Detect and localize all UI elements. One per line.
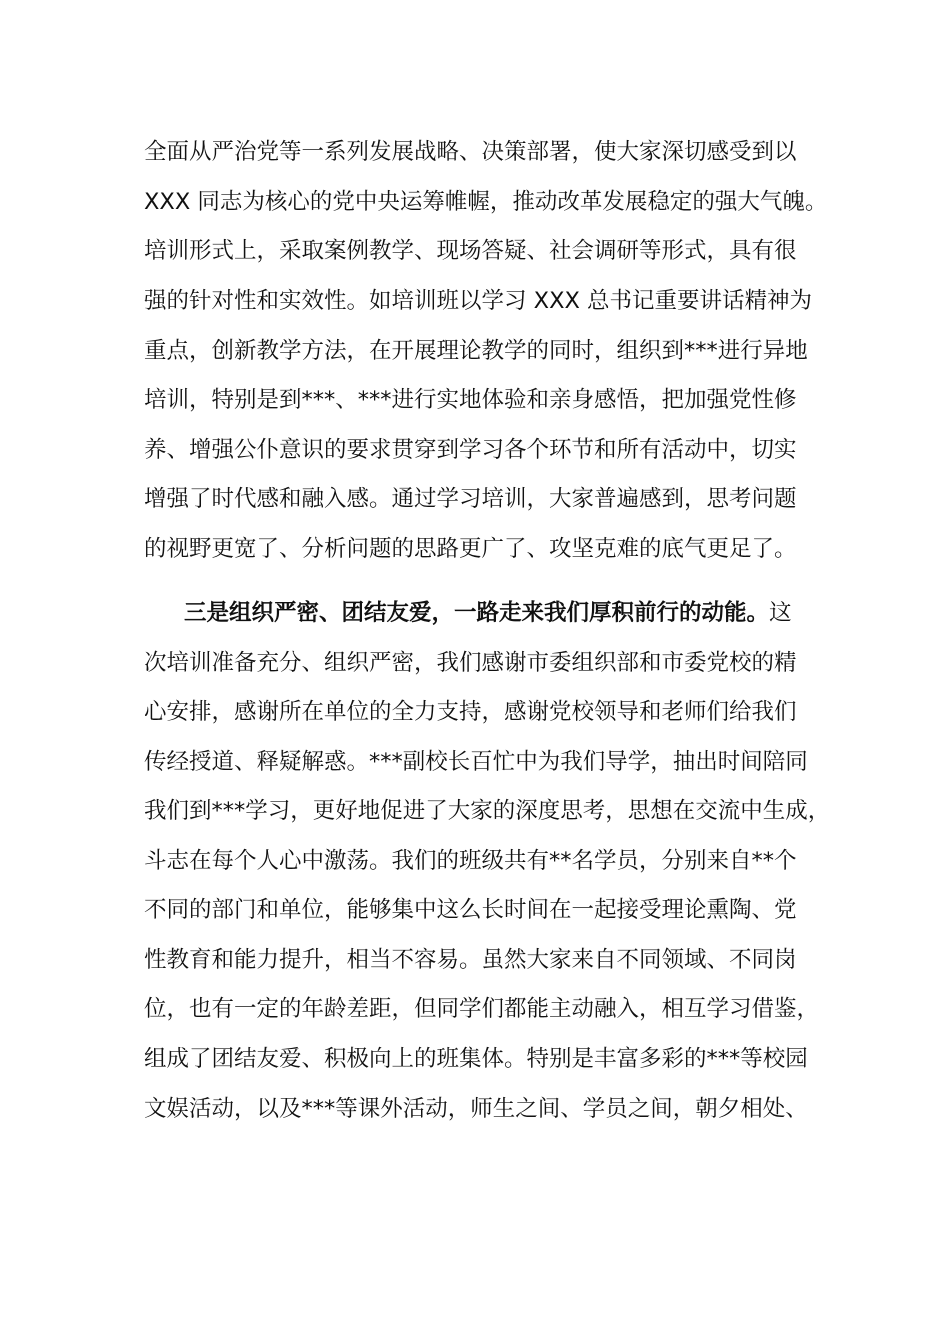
paragraph-line: 组成了团结友爱、积极向上的班集体。特别是丰富多彩的***等校园 xyxy=(144,1046,808,1072)
paragraph-line: 性教育和能力提升，相当不容易。虽然大家来自不同领域、不同岗 xyxy=(144,947,797,973)
paragraph-line: 养、增强公仆意识的要求贯穿到学习各个环节和所有活动中，切实 xyxy=(144,437,797,463)
paragraph-line: 不同的部门和单位，能够集中这么长时间在一起接受理论熏陶、党 xyxy=(144,897,797,923)
paragraph-line: 培训形式上，采取案例教学、现场答疑、社会调研等形式，具有很 xyxy=(144,238,797,264)
paragraph-line: 我们到***学习，更好地促进了大家的深度思考，思想在交流中生成， xyxy=(144,798,831,824)
paragraph-line: 的视野更宽了、分析问题的思路更广了、攻坚克难的底气更足了。 xyxy=(144,536,797,562)
paragraph-line: 培训，特别是到***、***进行实地体验和亲身感悟，把加强党性修 xyxy=(144,387,797,413)
paragraph-line: 传经授道、释疑解惑。***副校长百忙中为我们导学，抽出时间陪同 xyxy=(144,749,808,775)
paragraph-line: XXX 同志为核心的党中央运筹帷幄，推动改革发展稳定的强大气魄。 xyxy=(144,189,828,215)
paragraph-line: 心安排，感谢所在单位的全力支持，感谢党校领导和老师们给我们 xyxy=(144,699,797,725)
section-heading: 三是组织严密、团结友爱，一路走来我们厚积前行的动能。 xyxy=(184,600,770,626)
paragraph-line: 文娱活动，以及***等课外活动，师生之间、学员之间，朝夕相处、 xyxy=(144,1096,808,1122)
paragraph-line: 位，也有一定的年龄差距，但同学们都能主动融入，相互学习借鉴， xyxy=(144,996,820,1022)
paragraph-line: 重点，创新教学方法，在开展理论教学的同时，组织到***进行异地 xyxy=(144,338,808,364)
paragraph-line: 次培训准备充分、组织严密，我们感谢市委组织部和市委党校的精 xyxy=(144,650,797,676)
paragraph-line: 全面从严治党等一系列发展战略、决策部署，使大家深切感受到以 xyxy=(144,139,797,165)
heading-tail-text: 这 xyxy=(769,600,792,626)
paragraph-line: 强的针对性和实效性。如培训班以学习 XXX 总书记重要讲话精神为 xyxy=(144,288,813,314)
section-heading-line xyxy=(184,593,792,633)
paragraph-line: 增强了时代感和融入感。通过学习培训，大家普遍感到，思考问题 xyxy=(144,486,797,512)
paragraph-line: 斗志在每个人心中激荡。我们的班级共有**名学员，分别来自**个 xyxy=(144,848,797,874)
